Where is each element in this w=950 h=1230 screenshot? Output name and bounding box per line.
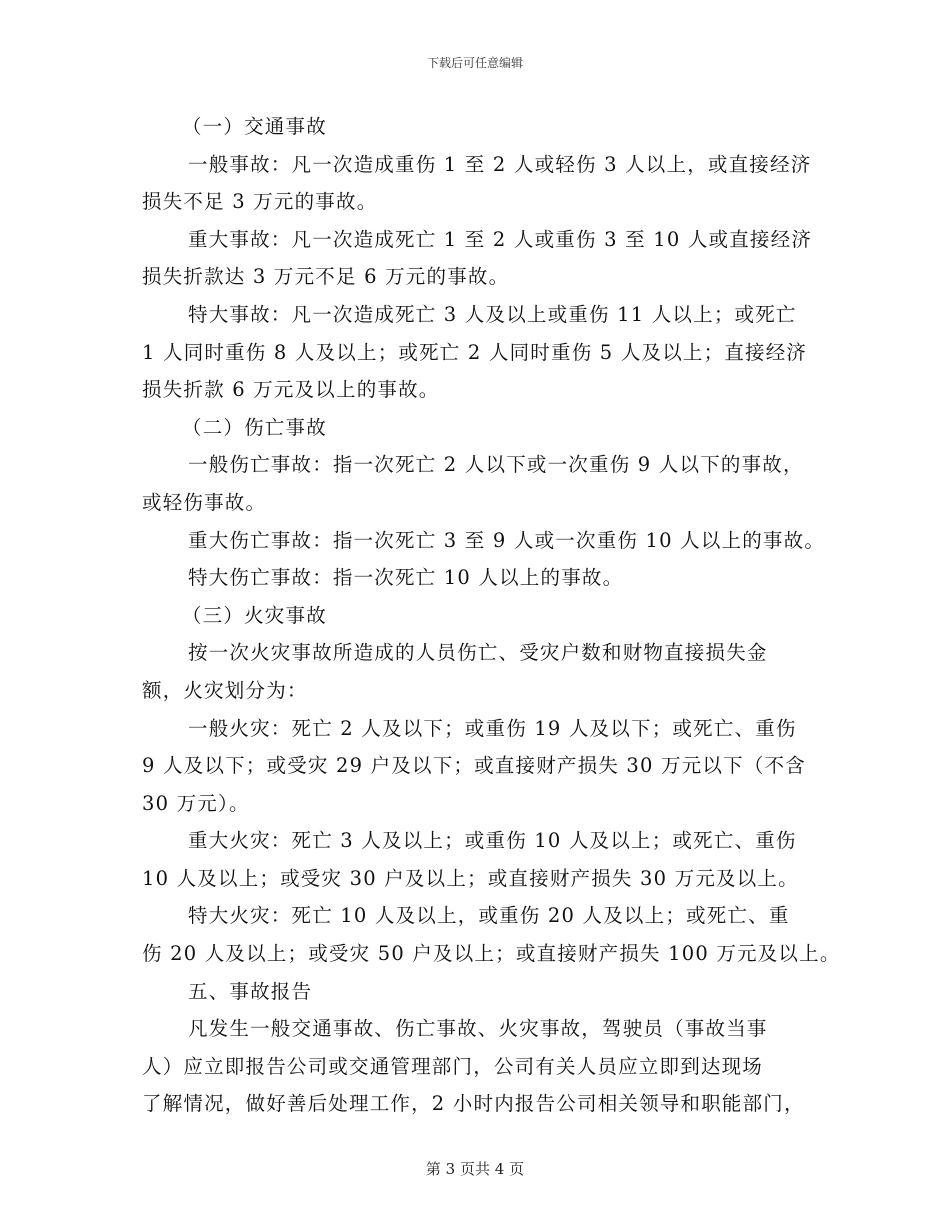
paragraph-line: 重大火灾：死亡 3 人及以上；或重伤 10 人及以上；或死亡、重伤 (188, 829, 797, 853)
paragraph-line: 按一次火灾事故所造成的人员伤亡、受灾户数和财物直接损失金 (188, 641, 768, 665)
paragraph-line: 10 人及以上；或受灾 30 户及以上；或直接财产损失 30 万元及以上。 (142, 866, 799, 890)
paragraph-line: 伤 20 人及以上；或受灾 50 户及以上；或直接财产损失 100 万元及以上。 (142, 942, 841, 966)
page-header: 下载后可任意编辑 (426, 56, 523, 70)
paragraph-line: 1 人同时重伤 8 人及以上；或死亡 2 人同时重伤 5 人及以上；直接经济 (142, 340, 808, 364)
paragraph-line: 特大火灾：死亡 10 人及以上，或重伤 20 人及以上；或死亡、重 (188, 904, 790, 928)
paragraph-line: 一般事故：凡一次造成重伤 1 至 2 人或轻伤 3 人以上，或直接经济 (188, 152, 812, 176)
paragraph-line: 一般火灾：死亡 2 人及以下；或重伤 19 人及以下；或死亡、重伤 (188, 716, 797, 740)
paragraph-line: 或轻伤事故。 (142, 490, 267, 514)
paragraph-line: 9 人及以下；或受灾 29 户及以下；或直接财产损失 30 万元以下（不含 (142, 754, 806, 778)
paragraph-line: 损失不足 3 万元的事故。 (142, 190, 378, 214)
paragraph-line: （三）火灾事故 (182, 603, 327, 627)
paragraph-line: 了解情况，做好善后处理工作，2 小时内报告公司相关领导和职能部门， (142, 1092, 805, 1116)
paragraph-line: 额，火灾划分为： (142, 678, 308, 702)
paragraph-line: 人）应立即报告公司或交通管理部门，公司有关人员应立即到达现场 (142, 1054, 764, 1078)
paragraph-line: 五、事故报告 (188, 979, 313, 1003)
paragraph-line: 特大事故：凡一次造成死亡 3 人及以上或重伤 11 人以上；或死亡 (188, 302, 797, 326)
paragraph-line: 损失折款达 3 万元不足 6 万元的事故。 (142, 265, 510, 289)
paragraph-line: 30 万元）。 (142, 791, 250, 815)
page-footer: 第 3 页共 4 页 (425, 1160, 525, 1178)
paragraph-line: 损失折款 6 万元及以上的事故。 (142, 378, 440, 402)
paragraph-line: （一）交通事故 (182, 115, 327, 138)
paragraph-line: 特大伤亡事故：指一次死亡 10 人以上的事故。 (188, 566, 624, 590)
paragraph-line: 凡发生一般交通事故、伤亡事故、火灾事故，驾驶员（事故当事 (188, 1017, 768, 1041)
document-body (142, 108, 841, 1123)
paragraph-line: 一般伤亡事故：指一次死亡 2 人以下或一次重伤 9 人以下的事故， (188, 453, 804, 477)
paragraph-line: 重大事故：凡一次造成死亡 1 至 2 人或重伤 3 至 10 人或直接经济 (188, 227, 813, 251)
paragraph-line: 重大伤亡事故：指一次死亡 3 至 9 人或一次重伤 10 人以上的事故。 (188, 528, 826, 552)
paragraph-line: （二）伤亡事故 (182, 415, 327, 439)
